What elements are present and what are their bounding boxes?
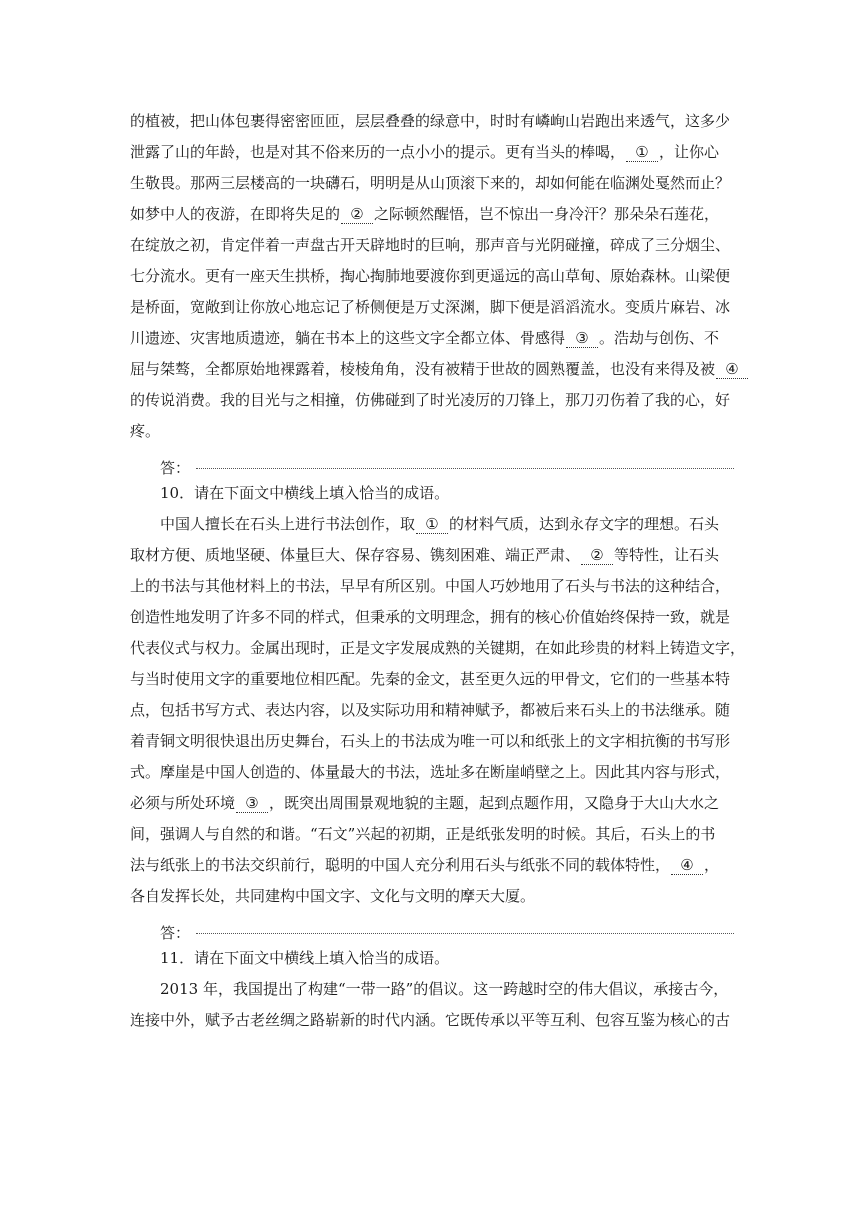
text-line: 点，包括书写方式、表达内容，以及实际功用和精神赋予，都被后来石头上的书法继承。随 — [130, 701, 731, 719]
text-line: 生敬畏。那两三层楼高的一块礴石，明明是从山顶滚下来的，却如何能在临渊处戛然而止？ — [130, 174, 731, 192]
q10-blank-3[interactable]: ③ — [236, 794, 268, 813]
text-line: 法与纸张上的书法交织前行，聪明的中国人充分利用石头与纸张不同的载体特性， ④ ， — [130, 856, 720, 874]
q10-blank-4[interactable]: ④ — [671, 856, 703, 875]
answer-rule[interactable] — [196, 933, 734, 934]
text-line: 代表仪式与权力。金属出现时，正是文字发展成熟的关键期，在如此珍贵的材料上铸造文字， — [130, 639, 746, 657]
text-line: 2013 年，我国提出了构建“一带一路”的倡议。这一跨越时空的伟大倡议，承接古今， — [160, 980, 729, 998]
text-line: 的植被，把山体包裹得密密匝匝，层层叠叠的绿意中，时时有嶙峋山岩跑出来透气，这多少 — [130, 112, 731, 130]
text-line: 是桥面，宽敞到让你放心地忘记了桥侧便是万丈深渊，脚下便是滔滔流水。变质片麻岩、冰 — [130, 298, 731, 316]
text-line: 屈与桀骜，全都原始地裸露着，棱棱角角，没有被精于世故的圆熟覆盖，也没有来得及被 ④ — [130, 354, 734, 385]
text-line: 川遗迹、灾害地质遗迹，躺在书本上的这些文字全都立体、骨感得 ③ 。浩劫与创伤、不 — [130, 329, 720, 347]
answer-rule[interactable] — [196, 468, 734, 469]
text-line: 的传说消费。我的目光与之相撞，仿佛碰到了时光凌厉的刀锋上，那刀刃伤着了我的心，好 — [130, 391, 731, 409]
text-line: 泄露了山的年龄，也是对其不俗来历的一点小小的提示。更有当头的棒喝， ① ，让你心 — [130, 143, 720, 161]
blank-1[interactable]: ① — [626, 143, 658, 162]
text-line: 取材方便、质地坚硬、体量巨大、保存容易、镌刻困难、端正严肃、 ② 等特性，让石头 — [130, 546, 720, 564]
text-line: 七分流水。更有一座天生拱桥，掏心掏肺地要渡你到更遥远的高山草甸、原始森林。山梁便 — [130, 267, 731, 285]
q10-blank-1[interactable]: ① — [416, 515, 448, 534]
text-line: 式。摩崖是中国人创造的、体量最大的书法，选址多在断崖峭壁之上。因此其内容与形式， — [130, 763, 731, 781]
text-line: 如梦中人的夜游，在即将失足的 ② 之际顿然醒悟，岂不惊出一身冷汗？那朵朵石莲花， — [130, 205, 720, 223]
text-line: 中国人擅长在石头上进行书法创作，取 ① 的材料气质，达到永存文字的理想。石头 — [160, 515, 720, 533]
text-line: 各自发挥长处，共同建构中国文字、文化与文明的摩天大厦。 — [130, 887, 536, 905]
blank-2[interactable]: ② — [341, 205, 373, 224]
question-11-title: 11．请在下面文中横线上填入恰当的成语。 — [160, 949, 450, 967]
text-line: 必须与所处环境 ③ ，既突出周围景观地貌的主题，起到点题作用，又隐身于大山大水之 — [130, 794, 720, 812]
blank-4[interactable]: ④ — [716, 360, 748, 379]
text-line: 创造性地发明了许多不同的样式，但秉承的文明理念，拥有的核心价值始终保持一致，就是 — [130, 608, 731, 626]
text-line: 与当时使用文字的重要地位相匹配。先秦的金文，甚至更久远的甲骨文，它们的一些基本特 — [130, 670, 731, 688]
answer-line-10[interactable]: 答： — [130, 912, 734, 943]
question-10-title: 10．请在下面文中横线上填入恰当的成语。 — [160, 484, 450, 502]
text-line: 上的书法与其他材料上的书法，早早有所区别。中国人巧妙地用了石头与书法的这种结合， — [130, 577, 731, 595]
answer-line-9[interactable]: 答： — [130, 447, 734, 478]
text-line: 着青铜文明很快退出历史舞台，石头上的书法成为唯一可以和纸张上的文字相抗衡的书写形 — [130, 732, 731, 750]
q10-blank-2[interactable]: ② — [581, 546, 613, 565]
text-line: 间，强调人与自然的和谐。“石文”兴起的初期，正是纸张发明的时候。其后，石头上的书 — [130, 825, 716, 843]
text-line: 疼。 — [130, 422, 161, 440]
passage-9 — [130, 106, 746, 1036]
blank-3[interactable]: ③ — [566, 329, 598, 348]
text-line: 连接中外，赋予古老丝绸之路崭新的时代内涵。它既传承以平等互利、包容互鉴为核心的古 — [130, 1011, 731, 1029]
text-line: 在绽放之初，肯定伴着一声盘古开天辟地时的巨响，那声音与光阴碰撞，碎成了三分烟尘、 — [130, 236, 731, 254]
